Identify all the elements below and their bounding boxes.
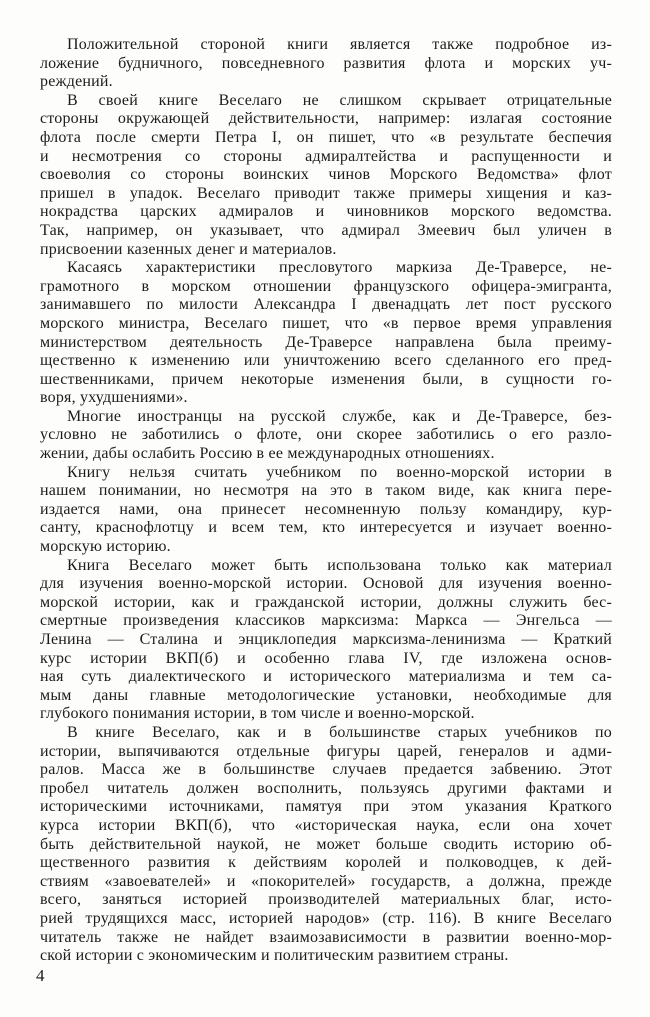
page-text-block: [40, 36, 612, 966]
text-line: мым даны главные методологические установки, необходимые для: [40, 686, 612, 704]
text-line: Ленина — Сталина и энциклопедия марксизма-ленинизма — Краткий: [40, 631, 612, 648]
text-line: воря, ухудшениями».: [40, 389, 188, 407]
text-line: всего, заняться историей производителей материальных благ, исто-: [40, 891, 612, 909]
text-line: пришел в упадок. Веселаго приводит также примеры хищения и каз-: [40, 184, 612, 202]
text-line: Положительной стороной книги является также подробное из-: [67, 36, 612, 53]
text-line: жении, дабы ослабить Россию в ее международных отношениях.: [40, 445, 495, 463]
text-line: реждений.: [40, 73, 113, 91]
paragraph: [40, 259, 612, 408]
text-line: В книге Веселаго, как и в большинстве старых учебников по: [67, 723, 612, 741]
text-line: щественно к изменению или уничтожению всего сделанного его пред-: [40, 352, 612, 370]
text-line: издается нами, она принесет несомненную пользу командиру, кур-: [40, 500, 612, 518]
text-line: условно не заботились о флоте, они скорее заботились о его разло-: [40, 426, 612, 444]
text-line: своеволия со стороны воинских чинов Морского Ведомства» флот: [40, 166, 612, 184]
text-line: быть действительной наукой, не может больше сводить историю об-: [40, 835, 612, 853]
text-line: истории, выпячиваются отдельные фигуры царей, генералов и адми-: [40, 742, 612, 760]
text-line: Многие иностранцы на русской службе, как и Де-Траверсе, без-: [67, 407, 612, 425]
paragraph: [40, 464, 612, 557]
paragraph: [40, 557, 612, 724]
text-line: министерством деятельность Де-Траверсе направлена была преиму-: [40, 333, 612, 351]
paragraph: [40, 36, 612, 92]
text-line: ской истории с экономическим и политическим развитием страны.: [40, 947, 509, 965]
text-line: занимавшего по милости Александра I двенадцать лет пост русского: [40, 296, 612, 314]
text-line: курса истории ВКП(б), что «историческая наука, если она хочет: [40, 816, 612, 834]
text-line: и несмотрения со стороны адмиралтейства и распущенности и: [40, 147, 612, 165]
text-line: нашем понимании, но несмотря на это в таком виде, как книга пере-: [40, 482, 612, 500]
text-line: санту, краснофлотцу и всем тем, кто интересуется и изучает военно-: [40, 519, 612, 537]
text-line: присвоении казенных денег и материалов.: [40, 240, 337, 258]
text-line: глубокого понимания истории, в том числе и военно-морской.: [40, 705, 475, 723]
text-line: историческими источниками, памятуя при этом указания Краткого: [40, 798, 612, 816]
text-line: Касаясь характеристики пресловутого маркиза Де-Траверсе, не-: [67, 259, 612, 277]
text-line: щественного развития к действиям королей и полководцев, к дей-: [40, 854, 612, 872]
text-line: морскую историю.: [40, 538, 171, 556]
text-line: Так, например, он указывает, что адмирал Змеевич был уличен в: [40, 221, 612, 239]
text-line: ложение будничного, повседневного развития флота и морских уч-: [40, 54, 612, 72]
text-line: Книга Веселаго может быть использована только как материал: [67, 556, 612, 574]
text-line: В своей книге Веселаго не слишком скрывает отрицательные: [67, 91, 612, 109]
text-line: морской истории, как и гражданской истории, должны служить бес-: [40, 593, 612, 611]
text-line: курс истории ВКП(б) и особенно глава IV, где изложена основ-: [40, 649, 612, 667]
paragraph: [40, 408, 612, 464]
text-line: для изучения военно-морской истории. Основой для изучения военно-: [40, 575, 612, 593]
text-line: ствиям «завоевателей» и «покорителей» государств, а должна, прежде: [40, 872, 612, 890]
text-line: Книгу нельзя считать учебником по военно-морской истории в: [67, 463, 612, 481]
page-number: 4: [36, 966, 45, 985]
text-line: шественниками, причем некоторые изменения были, в сущности го-: [40, 370, 612, 388]
text-line: морского министра, Веселаго пишет, что «в первое время управления: [40, 314, 612, 332]
paragraph: [40, 724, 612, 966]
text-line: стороны окружающей действительности, например: излагая состояние: [40, 110, 612, 128]
paragraph: [40, 92, 612, 259]
text-line: ралов. Масса же в большинстве случаев предается забвению. Этот: [40, 761, 612, 779]
text-line: рией трудящихся масс, историей народов» (стр. 116). В книге Веселаго: [40, 909, 612, 927]
text-line: ная суть диалектического и исторического материализма и тем са-: [40, 668, 612, 686]
text-line: флота после смерти Петра I, он пишет, что «в результате беспечия: [40, 128, 612, 146]
text-line: грамотного в морском отношении французского офицера-эмигранта,: [40, 277, 612, 295]
text-line: читатель также не найдет взаимозависимости в развитии военно-мор-: [40, 928, 612, 946]
text-line: нокрадства царских адмиралов и чиновников морского ведомства.: [40, 203, 612, 221]
text-line: смертные произведения классиков марксизма: Маркса — Энгельса —: [40, 612, 612, 630]
text-line: пробел читатель должен восполнить, пользуясь другими фактами и: [40, 779, 612, 797]
